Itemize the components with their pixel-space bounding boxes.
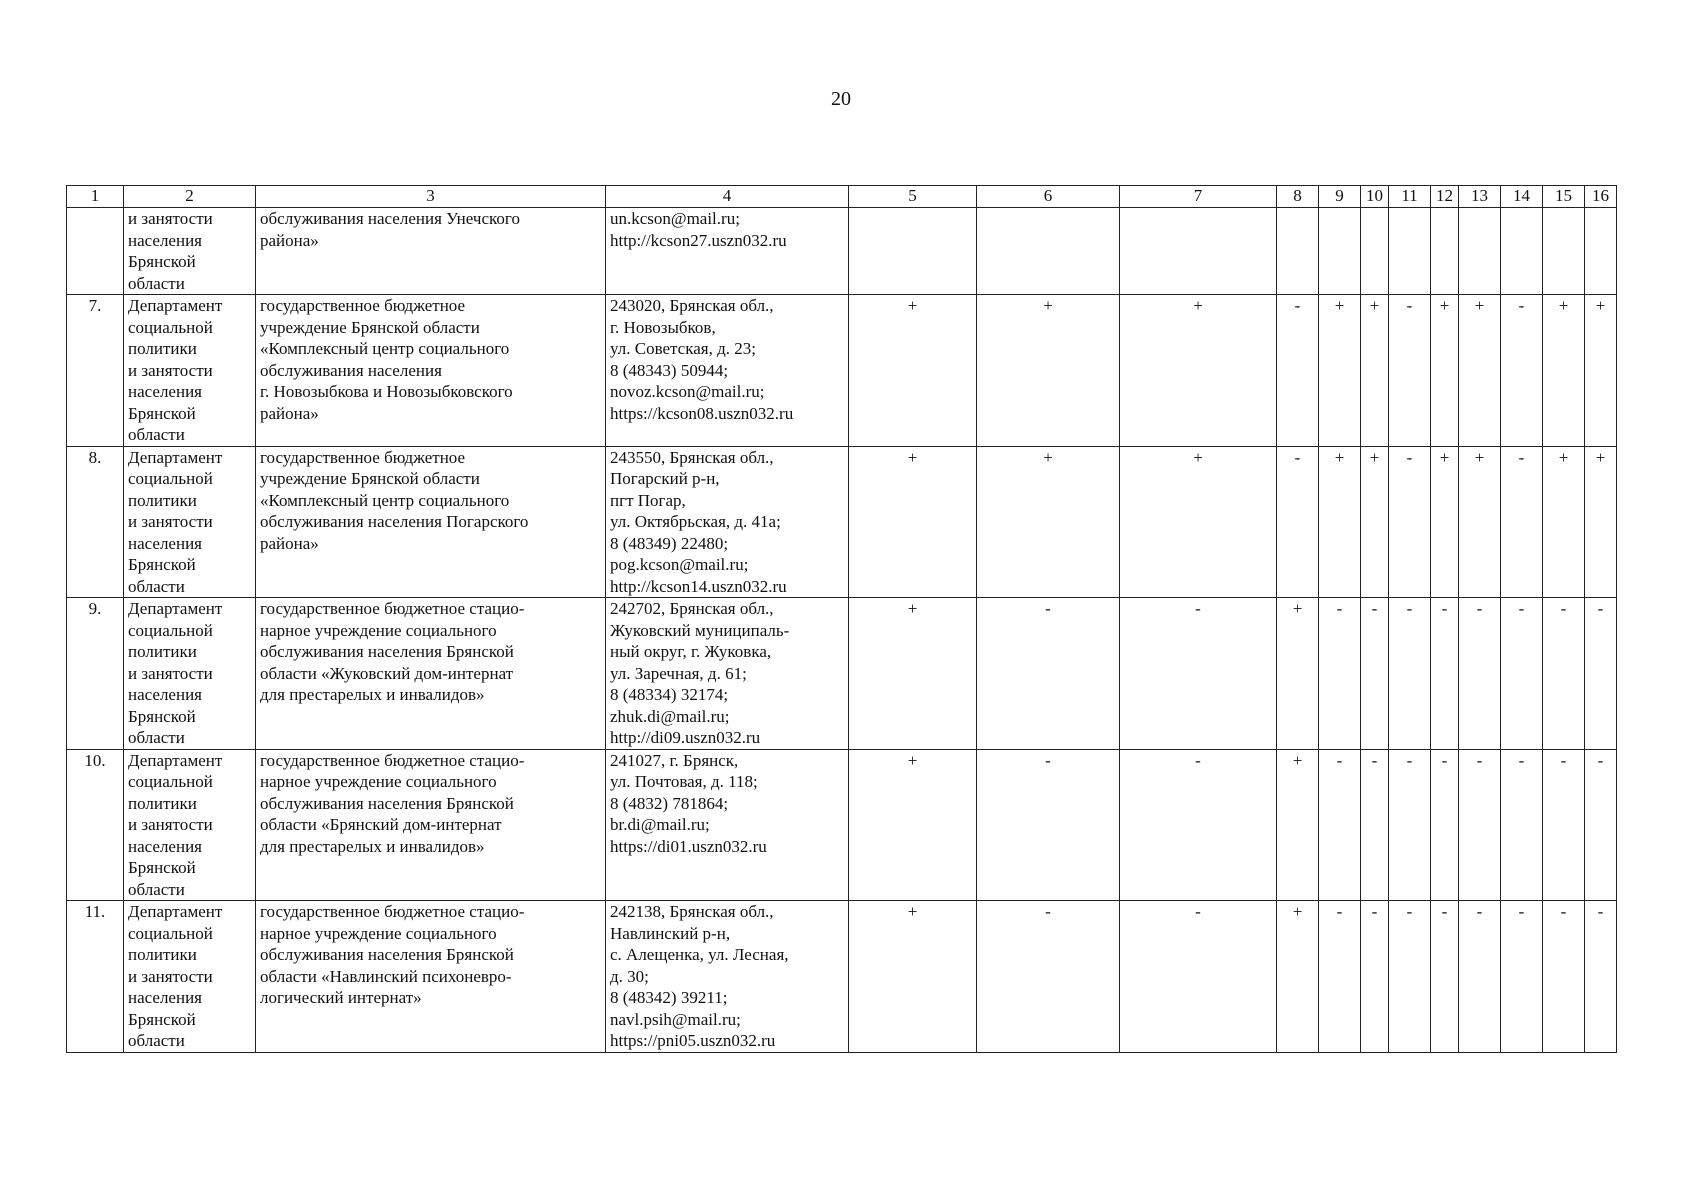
organization-line: обслуживания населения Погарского	[260, 512, 529, 531]
contact-line: ул. Заречная, д. 61;	[610, 663, 747, 683]
mark-cell-col-8: +	[1277, 901, 1319, 1053]
department-line: социальной	[128, 620, 213, 640]
contact-line: 8 (48342) 39211;	[610, 988, 728, 1007]
mark-cell-col-13: -	[1459, 598, 1501, 750]
contact-line: http://kcson14.uszn032.ru	[610, 576, 787, 596]
mark-cell-col-11	[1389, 208, 1431, 295]
mark-cell-col-6: -	[977, 598, 1120, 750]
mark-cell-col-7: -	[1120, 749, 1277, 901]
department-line: Департамент	[128, 599, 223, 618]
department-line: населения	[128, 382, 202, 401]
organization-line: для престарелых и инвалидов»	[260, 685, 485, 704]
contact-cell	[606, 208, 849, 295]
organization-line: учреждение Брянской области	[260, 317, 480, 337]
organization-line: «Комплексный центр социального	[260, 490, 510, 510]
table-row	[67, 446, 1617, 598]
department-cell	[124, 749, 256, 901]
department-line: области	[128, 879, 185, 899]
mark-cell-col-12: -	[1431, 598, 1459, 750]
column-header-11: 11	[1389, 186, 1431, 208]
mark-cell-col-9: +	[1319, 295, 1361, 447]
department-line: социальной	[128, 923, 213, 943]
table-body	[67, 208, 1617, 1053]
department-cell	[124, 208, 256, 295]
organization-line: г. Новозыбкова и Новозыбковского	[260, 382, 513, 401]
organization-line: государственное бюджетное стацио-	[260, 750, 525, 770]
department-line: Департамент	[128, 750, 223, 770]
mark-cell-col-16	[1585, 208, 1617, 295]
organization-line: области «Жуковский дом-интернат	[260, 663, 514, 683]
mark-cell-col-5: +	[849, 446, 977, 598]
contact-line: 242702, Брянская обл.,	[610, 599, 774, 618]
mark-cell-col-16: +	[1585, 446, 1617, 598]
organization-line: государственное бюджетное стацио-	[260, 902, 525, 921]
department-line: социальной	[128, 317, 213, 337]
department-line: Брянской	[128, 555, 196, 574]
column-header-10: 10	[1361, 186, 1389, 208]
mark-cell-col-5: +	[849, 295, 977, 447]
mark-cell-col-15	[1543, 208, 1585, 295]
mark-cell-col-9: -	[1319, 749, 1361, 901]
contact-line: ул. Почтовая, д. 118;	[610, 772, 758, 791]
organization-cell	[256, 749, 606, 901]
contact-cell	[606, 901, 849, 1053]
column-header-6: 6	[977, 186, 1120, 208]
contact-line: Погарский р-н,	[610, 469, 720, 488]
contact-cell	[606, 598, 849, 750]
column-header-4: 4	[606, 186, 849, 208]
department-line: Департамент	[128, 296, 223, 315]
mark-cell-col-16: -	[1585, 749, 1617, 901]
mark-cell-col-13: +	[1459, 295, 1501, 447]
organization-line: «Комплексный центр социального	[260, 339, 510, 358]
contact-line: https://di01.uszn032.ru	[610, 836, 767, 856]
organization-line: области «Навлинский психоневро-	[260, 966, 512, 986]
mark-cell-col-7: -	[1120, 598, 1277, 750]
mark-cell-col-16: -	[1585, 598, 1617, 750]
mark-cell-col-8: -	[1277, 295, 1319, 447]
mark-cell-col-10: +	[1361, 446, 1389, 598]
mark-cell-col-6: -	[977, 749, 1120, 901]
contact-line: 8 (48343) 50944;	[610, 360, 729, 380]
mark-cell-col-10: -	[1361, 901, 1389, 1053]
organization-line: государственное бюджетное	[260, 447, 466, 467]
organization-line: обслуживания населения Унечского	[260, 209, 520, 228]
department-line: Департамент	[128, 447, 223, 467]
organization-line: района»	[260, 403, 319, 423]
mark-cell-col-10: -	[1361, 598, 1389, 750]
organization-line: государственное бюджетное стацио-	[260, 599, 525, 618]
contact-line: zhuk.di@mail.ru;	[610, 706, 730, 726]
organization-line: района»	[260, 533, 319, 553]
contact-line: un.kcson@mail.ru;	[610, 209, 740, 228]
mark-cell-col-11: -	[1389, 749, 1431, 901]
organization-line: нарное учреждение социального	[260, 923, 497, 943]
department-line: Брянской	[128, 252, 196, 271]
organization-line: обслуживания населения	[260, 360, 442, 380]
organization-line: для престарелых и инвалидов»	[260, 836, 485, 856]
mark-cell-col-7: +	[1120, 295, 1277, 447]
organization-line: логический интернат»	[260, 988, 422, 1007]
column-header-2: 2	[124, 186, 256, 208]
organization-line: обслуживания населения Брянской	[260, 793, 514, 813]
department-line: политики	[128, 339, 197, 358]
mark-cell-col-12: -	[1431, 901, 1459, 1053]
row-number	[67, 208, 124, 295]
column-header-9: 9	[1319, 186, 1361, 208]
contact-line: 8 (4832) 781864;	[610, 793, 729, 813]
mark-cell-col-8: +	[1277, 749, 1319, 901]
contact-line: http://kcson27.uszn032.ru	[610, 230, 787, 250]
table-header	[67, 186, 1617, 208]
contact-line: http://di09.uszn032.ru	[610, 728, 761, 747]
mark-cell-col-16: +	[1585, 295, 1617, 447]
contact-line: br.di@mail.ru;	[610, 815, 710, 834]
contact-line: ул. Октябрьская, д. 41а;	[610, 512, 781, 531]
contact-cell	[606, 446, 849, 598]
row-number: 11.	[67, 901, 124, 1053]
department-line: Брянской	[128, 403, 196, 423]
row-number: 8.	[67, 446, 124, 598]
department-line: населения	[128, 533, 202, 553]
mark-cell-col-15: -	[1543, 749, 1585, 901]
mark-cell-col-9: -	[1319, 901, 1361, 1053]
mark-cell-col-8: +	[1277, 598, 1319, 750]
mark-cell-col-12: -	[1431, 749, 1459, 901]
mark-cell-col-11: -	[1389, 901, 1431, 1053]
mark-cell-col-6: +	[977, 446, 1120, 598]
contact-line: Жуковский муниципаль-	[610, 620, 790, 640]
mark-cell-col-12	[1431, 208, 1459, 295]
column-header-14: 14	[1501, 186, 1543, 208]
contact-line: https://pni05.uszn032.ru	[610, 1031, 776, 1050]
mark-cell-col-9: -	[1319, 598, 1361, 750]
department-line: Департамент	[128, 902, 223, 921]
department-line: политики	[128, 945, 197, 964]
mark-cell-col-10: +	[1361, 295, 1389, 447]
department-line: населения	[128, 836, 202, 856]
department-line: социальной	[128, 469, 213, 488]
contact-line: 242138, Брянская обл.,	[610, 902, 774, 921]
organization-line: обслуживания населения Брянской	[260, 945, 514, 964]
mark-cell-col-13	[1459, 208, 1501, 295]
mark-cell-col-14: -	[1501, 446, 1543, 598]
department-cell	[124, 901, 256, 1053]
department-line: и занятости	[128, 663, 213, 683]
column-header-7: 7	[1120, 186, 1277, 208]
organization-line: государственное бюджетное	[260, 296, 466, 315]
department-line: и занятости	[128, 966, 213, 986]
mark-cell-col-9	[1319, 208, 1361, 295]
contact-line: Навлинский р-н,	[610, 923, 731, 943]
row-number: 7.	[67, 295, 124, 447]
organization-line: учреждение Брянской области	[260, 469, 480, 488]
table-row	[67, 598, 1617, 750]
contact-cell	[606, 749, 849, 901]
table-row	[67, 749, 1617, 901]
organization-cell	[256, 901, 606, 1053]
department-line: политики	[128, 793, 197, 813]
organization-line: обслуживания населения Брянской	[260, 642, 514, 661]
column-header-1: 1	[67, 186, 124, 208]
department-line: социальной	[128, 772, 213, 791]
department-line: области	[128, 728, 185, 747]
organization-line: нарное учреждение социального	[260, 620, 497, 640]
contact-line: pog.kcson@mail.ru;	[610, 555, 749, 574]
department-line: области	[128, 425, 185, 444]
mark-cell-col-10: -	[1361, 749, 1389, 901]
department-line: и занятости	[128, 512, 213, 531]
organization-cell	[256, 446, 606, 598]
registry-table	[66, 185, 1617, 1053]
organization-cell	[256, 598, 606, 750]
mark-cell-col-13: -	[1459, 901, 1501, 1053]
department-line: политики	[128, 490, 197, 510]
mark-cell-col-7: +	[1120, 446, 1277, 598]
mark-cell-col-12: +	[1431, 295, 1459, 447]
contact-line: ул. Советская, д. 23;	[610, 339, 756, 358]
department-line: области	[128, 273, 185, 293]
column-header-5: 5	[849, 186, 977, 208]
department-line: политики	[128, 642, 197, 661]
mark-cell-col-6	[977, 208, 1120, 295]
organization-line: района»	[260, 230, 319, 250]
department-cell	[124, 446, 256, 598]
mark-cell-col-11: -	[1389, 295, 1431, 447]
mark-cell-col-5: +	[849, 901, 977, 1053]
column-header-3: 3	[256, 186, 606, 208]
department-line: и занятости	[128, 815, 213, 834]
mark-cell-col-12: +	[1431, 446, 1459, 598]
organization-line: нарное учреждение социального	[260, 772, 497, 791]
row-number: 10.	[67, 749, 124, 901]
department-line: области	[128, 1031, 185, 1050]
department-line: населения	[128, 685, 202, 704]
department-cell	[124, 295, 256, 447]
table-row	[67, 295, 1617, 447]
department-line: Брянской	[128, 858, 196, 877]
contact-line: novoz.kcson@mail.ru;	[610, 382, 765, 401]
department-line: и занятости	[128, 209, 213, 228]
mark-cell-col-14	[1501, 208, 1543, 295]
column-header-15: 15	[1543, 186, 1585, 208]
mark-cell-col-5: +	[849, 749, 977, 901]
contact-line: д. 30;	[610, 966, 649, 986]
department-line: Брянской	[128, 706, 196, 726]
contact-line: navl.psih@mail.ru;	[610, 1009, 741, 1029]
column-header-16: 16	[1585, 186, 1617, 208]
contact-line: с. Алещенка, ул. Лесная,	[610, 945, 789, 964]
department-line: населения	[128, 230, 202, 250]
mark-cell-col-15: -	[1543, 901, 1585, 1053]
mark-cell-col-14: -	[1501, 598, 1543, 750]
department-line: Брянской	[128, 1009, 196, 1029]
mark-cell-col-14: -	[1501, 295, 1543, 447]
mark-cell-col-15: +	[1543, 446, 1585, 598]
column-header-13: 13	[1459, 186, 1501, 208]
mark-cell-col-11: -	[1389, 598, 1431, 750]
column-header-12: 12	[1431, 186, 1459, 208]
mark-cell-col-14: -	[1501, 901, 1543, 1053]
table-row	[67, 901, 1617, 1053]
contact-line: ный округ, г. Жуковка,	[610, 642, 772, 661]
mark-cell-col-8: -	[1277, 446, 1319, 598]
mark-cell-col-7	[1120, 208, 1277, 295]
mark-cell-col-13: -	[1459, 749, 1501, 901]
contact-line: 241027, г. Брянск,	[610, 750, 739, 770]
contact-line: 243550, Брянская обл.,	[610, 447, 774, 467]
table-row-continuation	[67, 208, 1617, 295]
mark-cell-col-16: -	[1585, 901, 1617, 1053]
mark-cell-col-9: +	[1319, 446, 1361, 598]
mark-cell-col-13: +	[1459, 446, 1501, 598]
department-line: области	[128, 576, 185, 596]
contact-line: 8 (48334) 32174;	[610, 685, 729, 704]
mark-cell-col-15: -	[1543, 598, 1585, 750]
organization-cell	[256, 295, 606, 447]
organization-line: области «Брянский дом-интернат	[260, 815, 502, 834]
row-number: 9.	[67, 598, 124, 750]
mark-cell-col-5: +	[849, 598, 977, 750]
contact-line: https://kcson08.uszn032.ru	[610, 403, 794, 423]
mark-cell-col-5	[849, 208, 977, 295]
contact-cell	[606, 295, 849, 447]
page-number: 20	[831, 88, 851, 110]
department-cell	[124, 598, 256, 750]
mark-cell-col-10	[1361, 208, 1389, 295]
organization-cell	[256, 208, 606, 295]
mark-cell-col-6: -	[977, 901, 1120, 1053]
mark-cell-col-11: -	[1389, 446, 1431, 598]
mark-cell-col-7: -	[1120, 901, 1277, 1053]
contact-line: 8 (48349) 22480;	[610, 533, 729, 553]
department-line: населения	[128, 988, 202, 1007]
contact-line: пгт Погар,	[610, 490, 686, 510]
contact-line: 243020, Брянская обл.,	[610, 296, 774, 315]
department-line: и занятости	[128, 360, 213, 380]
column-header-8: 8	[1277, 186, 1319, 208]
column-number-row	[67, 186, 1617, 208]
mark-cell-col-6: +	[977, 295, 1120, 447]
mark-cell-col-14: -	[1501, 749, 1543, 901]
contact-line: г. Новозыбков,	[610, 317, 716, 337]
mark-cell-col-15: +	[1543, 295, 1585, 447]
mark-cell-col-8	[1277, 208, 1319, 295]
